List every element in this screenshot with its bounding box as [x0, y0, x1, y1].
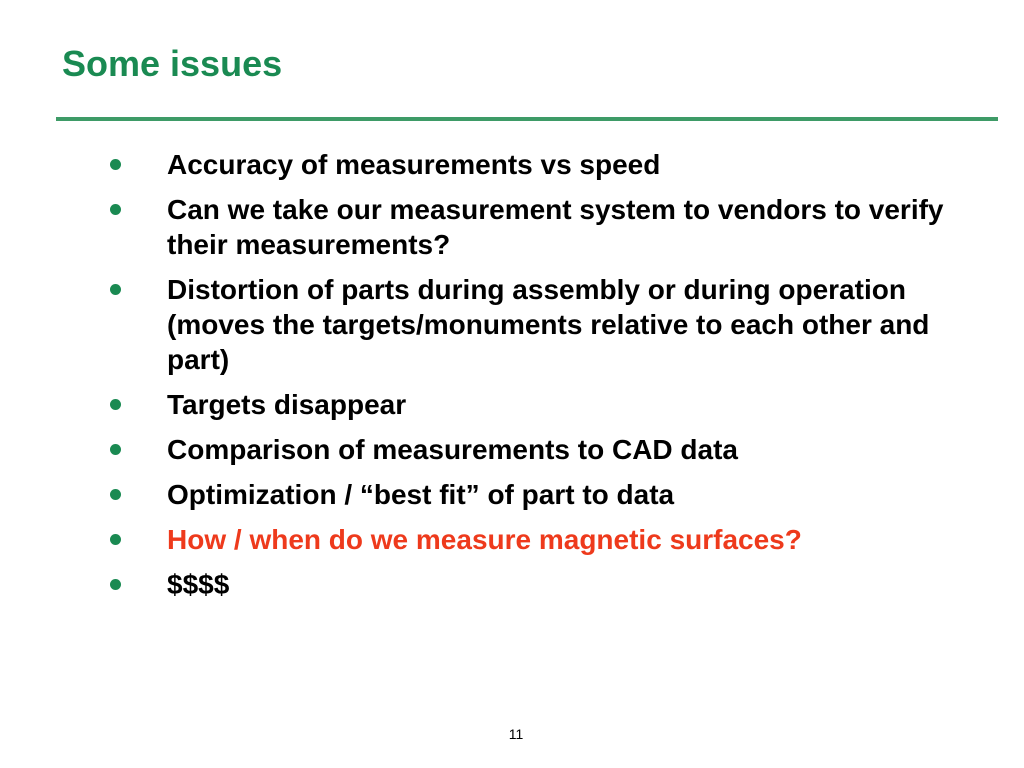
slide-title: Some issues	[62, 43, 283, 84]
title-divider	[56, 117, 998, 121]
bullet-dot-icon	[110, 579, 121, 590]
bullet-text: Can we take our measurement system to vendors to verify their measurements?	[167, 194, 944, 260]
bullet-text: Distortion of parts during assembly or during operation (moves the targets/monuments relative to each other and part)	[167, 274, 930, 375]
bullet-item	[0, 272, 1024, 377]
bullet-dot-icon	[110, 444, 121, 455]
bullet-item-highlighted	[0, 522, 1024, 557]
bullet-item	[0, 432, 1024, 467]
bullet-dot-icon	[110, 204, 121, 215]
bullet-dot-icon	[110, 534, 121, 545]
bullet-dot-icon	[110, 489, 121, 500]
bullet-dot-icon	[110, 284, 121, 295]
page-number: 11	[508, 726, 524, 742]
bullet-item	[0, 192, 1024, 262]
bullet-dot-icon	[110, 399, 121, 410]
bullet-item	[0, 477, 1024, 512]
bullet-item	[0, 567, 1024, 602]
bullet-item	[0, 147, 1024, 182]
bullet-text: Optimization / “best fit” of part to data	[167, 479, 675, 510]
bullet-text: Accuracy of measurements vs speed	[167, 149, 661, 180]
bullet-text: $$$$	[167, 569, 230, 600]
bullet-item	[0, 387, 1024, 422]
bullet-list	[0, 147, 1024, 612]
bullet-text: Targets disappear	[167, 389, 407, 420]
bullet-text: Comparison of measurements to CAD data	[167, 434, 738, 465]
bullet-dot-icon	[110, 159, 121, 170]
bullet-text-highlighted: How / when do we measure magnetic surfaces?	[167, 524, 802, 555]
